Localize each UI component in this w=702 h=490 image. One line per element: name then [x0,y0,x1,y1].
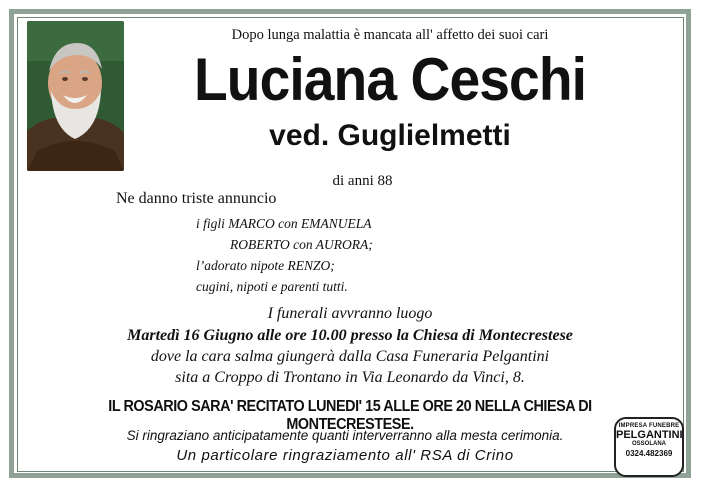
widow-of: ved. Guglielmetti [269,119,511,152]
family-line: cugini, nipoti e parenti tutti. [196,279,348,294]
intro-text: Dopo lunga malattia è mancata all' affetto dei suoi cari [231,27,549,43]
stamp-name: PELGANTINI [616,429,683,441]
age-text: di anni 88 [332,173,393,189]
rosary-announcement: IL ROSARIO SARA' RECITATO LUNEDI' 15 ALLE ORE 20 NELLA CHIESA DI MONTECRESTESE. [108,398,592,433]
deceased-name: Luciana Ceschi [193,46,587,113]
stamp-line: IMPRESA FUNEBRE [618,423,680,429]
family-line: ROBERTO con AURORA; [230,237,373,252]
family-line: i figli MARCO con EMANUELA [196,216,372,231]
thanks-line: Un particolare ringraziamento all' RSA di Crino [176,447,514,464]
portrait-photo [27,21,124,171]
funeral-home-stamp [614,417,684,477]
announce-text: Ne danno triste annuncio [116,190,277,207]
thanks-line: Si ringraziano anticipatamente quanti interverranno alla mesta cerimonia. [126,428,564,443]
stamp-phone: 0324.482369 [625,449,673,458]
funeral-line: I funerali avvranno luogo [267,305,433,322]
stamp-line: OSSOLANA [631,441,666,447]
funeral-line-bold: Martedì 16 Giugno alle ore 10.00 presso la Chiesa di Montecrestese [127,327,573,344]
funeral-line: dove la cara salma giungerà dalla Casa Funeraria Pelgantini [150,348,550,365]
family-line: l’adorato nipote RENZO; [196,258,335,273]
funeral-line: sita a Croppo di Trontano in Via Leonardo da Vinci, 8. [175,369,525,386]
